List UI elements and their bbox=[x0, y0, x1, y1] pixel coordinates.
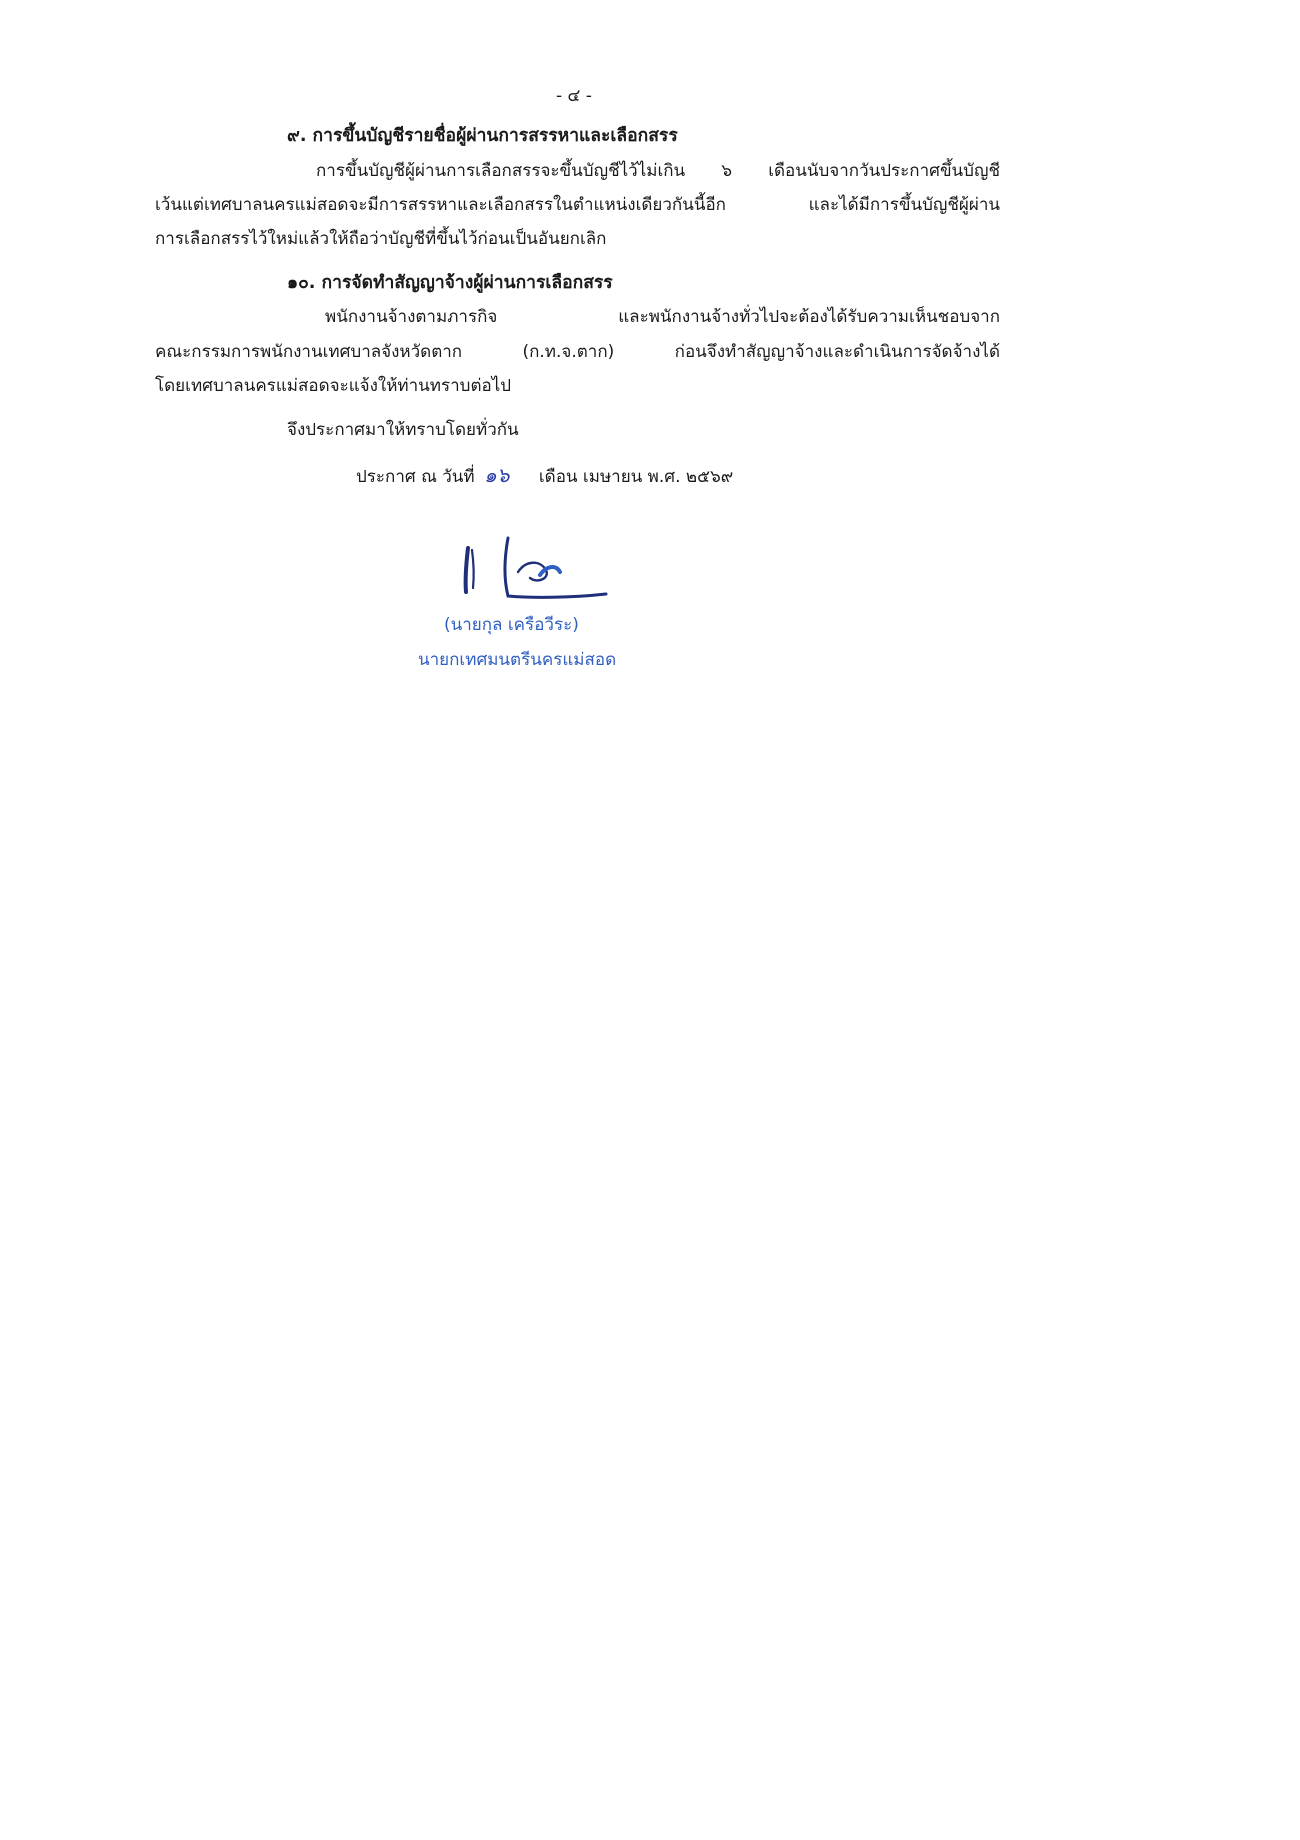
handwritten-day: ๑๖ bbox=[484, 463, 510, 487]
page-number: - ๔ - bbox=[556, 86, 592, 106]
announcement-prefix: ประกาศ ณ วันที่ bbox=[356, 467, 475, 487]
closing-statement: จึงประกาศมาให้ทราบโดยทั่วกัน bbox=[287, 420, 519, 440]
section-9-paragraph-line-2: เว้นแต่เทศบาลนครแม่สอดจะมีการสรรหาและเลือกสรรในตำแหน่งเดียวกันนี้อีก และได้มีการขึ้นบัญชีผู้ผ่าน bbox=[155, 195, 1000, 215]
section-10-heading: ๑๐. การจัดทำสัญญาจ้างผู้ผ่านการเลือกสรร bbox=[287, 273, 613, 293]
section-9-paragraph-line-3: การเลือกสรรไว้ใหม่แล้วให้ถือว่าบัญชีที่ขึ้นไว้ก่อนเป็นอันยกเลิก bbox=[155, 229, 607, 249]
handwritten-signature bbox=[460, 530, 620, 610]
signatory-title: นายกเทศมนตรีนครแม่สอด bbox=[418, 650, 617, 670]
section-10-paragraph-line-3: โดยเทศบาลนครแม่สอดจะแจ้งให้ท่านทราบต่อไป bbox=[155, 376, 512, 396]
announcement-date-line bbox=[356, 463, 733, 489]
section-9-heading: ๙. การขึ้นบัญชีรายชื่อผู้ผ่านการสรรหาและเลือกสรร bbox=[287, 126, 678, 146]
section-9-paragraph-line-1: การขึ้นบัญชีผู้ผ่านการเลือกสรรจะขึ้นบัญชีไว้ไม่เกิน ๖ เดือนนับจากวันประกาศขึ้นบัญชี bbox=[316, 161, 1000, 181]
signatory-name: (นายกุล เครือวีระ) bbox=[444, 615, 579, 635]
section-10-paragraph-line-1: พนักงานจ้างตามภารกิจ และพนักงานจ้างทั่วไปจะต้องได้รับความเห็นชอบจาก bbox=[325, 307, 1000, 327]
announcement-month-year: เดือน เมษายน พ.ศ. ๒๕๖๙ bbox=[538, 467, 734, 487]
section-10-paragraph-line-2: คณะกรรมการพนักงานเทศบาลจังหวัดตาก (ก.ท.จ.ตาก) ก่อนจึงทำสัญญาจ้างและดำเนินการจัดจ้างได้ bbox=[155, 342, 1000, 362]
